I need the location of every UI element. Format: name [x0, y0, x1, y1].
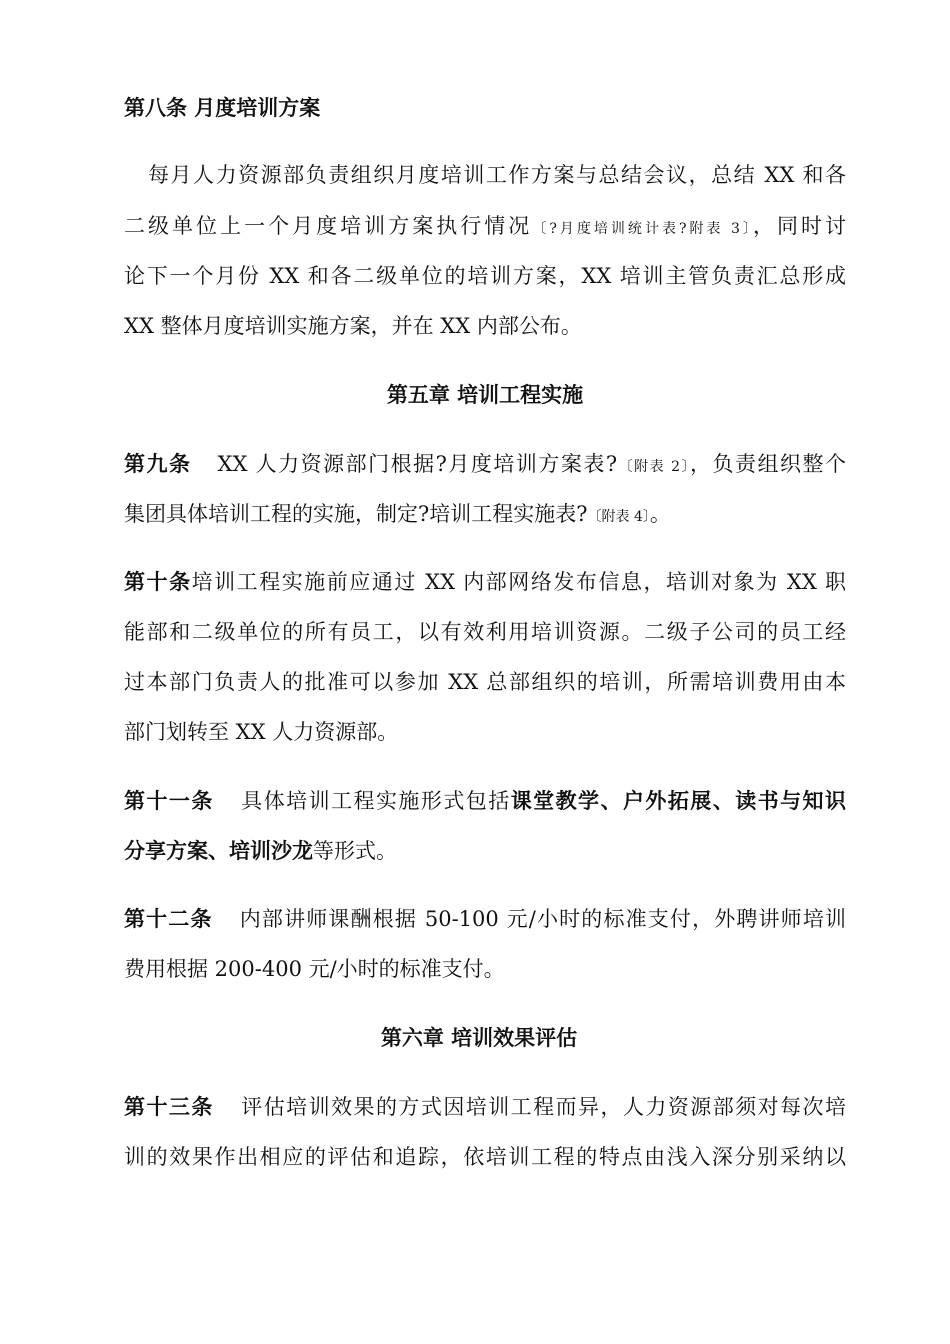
article-12-line-2: 费用根据 200-400 元/小时的标准支付。 [124, 957, 505, 981]
article-10-line-1-text: 培训工程实施前应通过 XX 内部网络发布信息，培训对象为 XX 职 [191, 570, 846, 594]
attachment-3-ref: 〔?月度培训统计表?附表 3〕 [532, 221, 753, 237]
article-13-line-1 [124, 1092, 846, 1122]
article-9-label: 第九条 [124, 451, 192, 476]
article-12-line-1 [124, 904, 846, 934]
article-8-line-2 [124, 211, 846, 244]
article-9-line-2-tail: 。 [649, 502, 671, 526]
article-8-line-2-text: 二级单位上一个月度培训方案执行情况 [124, 214, 533, 238]
article-11-line-2-tail: 等形式。 [313, 839, 397, 863]
article-9-line-1-text: XX 人力资源部门根据?月度培训方案表? [217, 452, 618, 476]
article-8-title: 第八条 月度培训方案 [124, 95, 321, 120]
attachment-2-ref: 〔附表 2〕 [617, 459, 691, 475]
article-9-line-2-text: 集团具体培训工程的实施，制定?培训工程实施表? [124, 502, 588, 526]
article-8-line-1: 每月人力资源部负责组织月度培训工作方案与总结会议，总结 XX 和各 [148, 163, 846, 187]
article-10-line-1 [124, 567, 846, 597]
article-8-line-2-tail: ，同时讨 [752, 214, 846, 238]
chapter-5-heading: 第五章 培训工程实施 [386, 382, 584, 407]
article-13-line-2: 训的效果作出相应的评估和追踪，依培训工程的特点由浅入深分别采纳以 [124, 1145, 846, 1169]
article-9-line-1 [124, 449, 846, 482]
article-11-forms: 课堂教学、户外拓展、读书与知识 [510, 788, 846, 813]
article-11-label: 第十一条 [124, 788, 214, 813]
chapter-6-heading: 第六章 培训效果评估 [380, 1025, 578, 1050]
article-10-line-4: 部门划转至 XX 人力资源部。 [124, 720, 399, 744]
article-12-label: 第十二条 [124, 906, 213, 931]
article-8-line-4: XX 整体月度培训实施方案，并在 XX 内部公布。 [124, 314, 582, 338]
article-13-label: 第十三条 [124, 1094, 214, 1119]
article-9-line-2 [124, 499, 846, 532]
article-11-line-1 [124, 786, 846, 816]
attachment-4-ref: 〔附表 4〕 [587, 509, 650, 525]
article-11-line-2 [124, 836, 846, 866]
article-13-line-1-text: 评估培训效果的方式因培训工程而异，人力资源部须对每次培 [239, 1095, 846, 1119]
article-11-forms-cont: 分享方案、培训沙龙 [124, 838, 313, 863]
article-10-label: 第十条 [124, 569, 192, 594]
article-10-line-2: 能部和二级单位的所有员工，以有效利用培训资源。二级子公司的员工经 [124, 620, 846, 644]
article-11-line-1-text: 具体培训工程实施形式包括 [239, 789, 511, 813]
article-10-line-3: 过本部门负责人的批准可以参加 XX 总部组织的培训，所需培训费用由本 [124, 670, 846, 694]
article-8-line-3: 论下一个月份 XX 和各二级单位的培训方案，XX 培训主管负责汇总形成 [124, 264, 846, 288]
article-9-line-1-tail: ，负责组织整个 [690, 452, 846, 476]
article-12-line-1-text: 内部讲师课酬根据 50-100 元/小时的标准支付，外聘讲师培训 [238, 907, 846, 931]
